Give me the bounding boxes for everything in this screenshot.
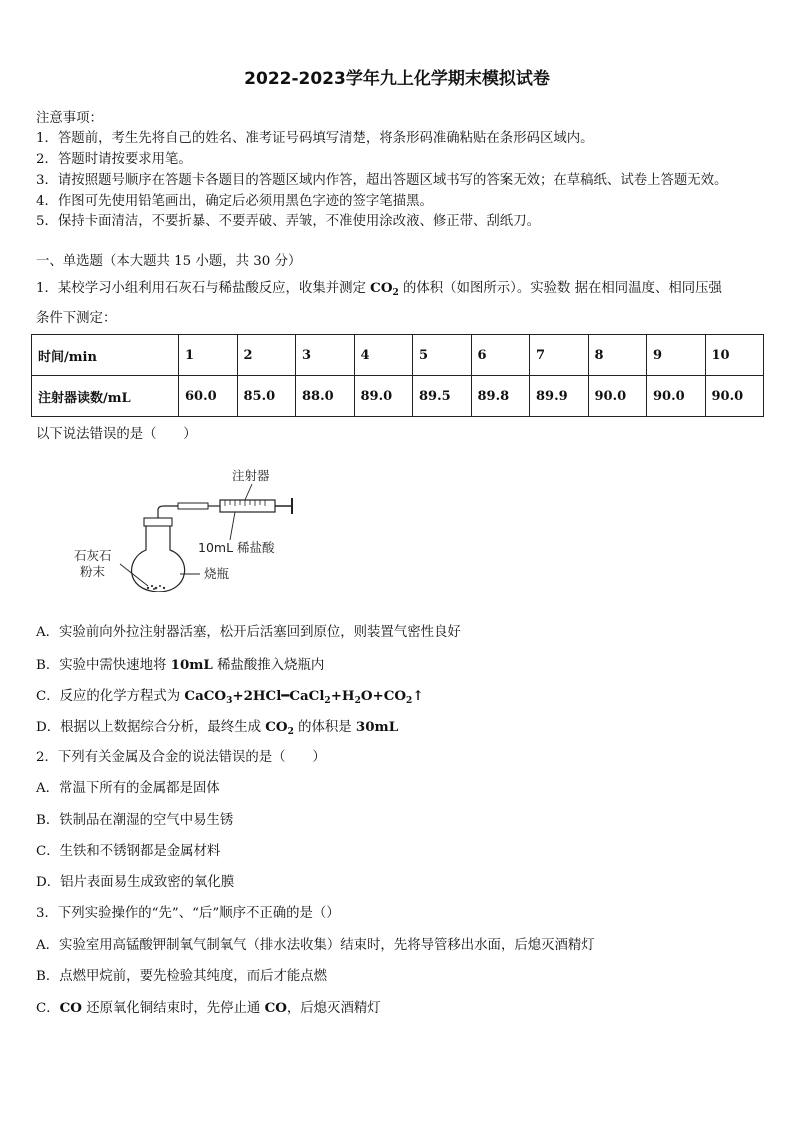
apparatus-figure xyxy=(60,462,320,592)
table-cell: 3 xyxy=(296,335,355,376)
q3-option-a: A．实验室用高锰酸钾制氧气制氧气（排水法收集）结束时，先将导管移出水面，后熄灭酒精灯 xyxy=(36,938,595,953)
q1-option-b: B．实验中需快速地将 10mL 稀盐酸推入烧瓶内 xyxy=(36,657,325,673)
limestone-leader xyxy=(120,564,148,586)
flask-stopper xyxy=(144,518,172,526)
q1-option-c: C．反应的化学方程式为 $CaCO_3+2HCl━CaCl_2+H_2O+CO_2↑$ xyxy=(36,688,424,706)
acid-leader xyxy=(230,512,235,540)
table-cell: 10 xyxy=(705,335,764,376)
table-cell: 6 xyxy=(471,335,530,376)
q1-stem-line2: 条件下测定： xyxy=(36,311,117,326)
notice-item: 4．作图可先使用铅笔画出，确定后必须用黑色字迹的签字笔描黑。 xyxy=(36,194,433,209)
notice-item: 5．保持卡面清洁，不要折暴、不要弄破、弄皱，不准使用涂改液、修正带、刮纸刀。 xyxy=(36,214,540,229)
table-cell: 88.0 xyxy=(296,376,355,417)
q1-question: 以下说法错误的是（ ） xyxy=(36,427,197,442)
syringe-leader xyxy=(245,484,252,500)
q1-option-a: A．实验前向外拉注射器活塞，松开后活塞回到原位，则装置气密性良好 xyxy=(36,625,461,640)
section-heading: 一、单选题（本大题共 15 小题，共 30 分） xyxy=(36,254,302,269)
notice-heading: 注意事项： xyxy=(36,111,103,126)
q2-option-d: D．铝片表面易生成致密的氧化膜 xyxy=(36,875,235,890)
q3-option-b: B．点燃甲烷前，要先检验其纯度，而后才能点燃 xyxy=(36,969,328,984)
table-cell: 5 xyxy=(413,335,472,376)
table-row xyxy=(32,335,764,376)
table-cell: 60.0 xyxy=(179,376,238,417)
q2-option-a: A．常温下所有的金属都是固体 xyxy=(36,781,220,796)
flask-outline xyxy=(132,524,185,592)
limestone-label: 石灰石 xyxy=(74,548,112,563)
delivery-tube xyxy=(158,506,180,518)
table-row xyxy=(32,376,764,417)
table-cell: 89.8 xyxy=(471,376,530,417)
limestone-powder xyxy=(147,585,165,590)
table-cell: 90.0 xyxy=(647,376,706,417)
acid-label: 10mL 稀盐酸 xyxy=(198,540,275,555)
limestone-label-2: 粉末 xyxy=(80,564,106,579)
notice-item: 3．请按照题号顺序在答题卡各题目的答题区域内作答，超出答题区域书写的答案无效；在草稿纸、试卷上答题无效。 xyxy=(36,173,728,188)
notice-item: 1．答题前，考生先将自己的姓名、准考证号码填写清楚，将条形码准确粘贴在条形码区域内。 xyxy=(36,131,594,146)
table-cell: 90.0 xyxy=(705,376,764,417)
table-cell: 8 xyxy=(588,335,647,376)
notice-item: 2．答题时请按要求用笔。 xyxy=(36,152,192,167)
q2-option-b: B．铁制品在潮湿的空气中易生锈 xyxy=(36,813,234,828)
table-row-header: 注射器读数/mL xyxy=(32,376,179,417)
q2-option-c: C．生铁和不锈钢都是金属材料 xyxy=(36,844,221,859)
table-cell: 7 xyxy=(530,335,589,376)
table-cell: 90.0 xyxy=(588,376,647,417)
q1-data-table xyxy=(31,334,764,417)
table-cell: 2 xyxy=(237,335,296,376)
table-cell: 9 xyxy=(647,335,706,376)
table-cell: 89.5 xyxy=(413,376,472,417)
rubber-tube xyxy=(178,503,208,509)
q1-stem: 1．某校学习小组利用石灰石与稀盐酸反应，收集并测定 $CO_2$ 的体积（如图所示）。实验数 据在相同温度、相同压强 xyxy=(36,280,722,298)
page-title: 2022-2023学年九上化学期末模拟试卷 xyxy=(244,69,550,89)
table-cell: 89.9 xyxy=(530,376,589,417)
table-cell: 85.0 xyxy=(237,376,296,417)
q3-stem: 3．下列实验操作的“先”、“后”顺序不正确的是（） xyxy=(36,906,340,921)
table-row-header: 时间/min xyxy=(32,335,179,376)
syringe-label: 注射器 xyxy=(232,468,270,483)
syringe-barrel xyxy=(220,500,275,512)
q1-option-d: D．根据以上数据综合分析，最终生成 $CO_2$ 的体积是 30mL xyxy=(36,719,399,737)
flask-label: 烧瓶 xyxy=(204,566,230,581)
q2-stem: 2．下列有关金属及合金的说法错误的是（ ） xyxy=(36,750,326,765)
table-cell: 89.0 xyxy=(354,376,413,417)
table-cell: 1 xyxy=(179,335,238,376)
table-cell: 4 xyxy=(354,335,413,376)
q3-option-c: C．CO 还原氧化铜结束时，先停止通 CO，后熄灭酒精灯 xyxy=(36,1000,381,1016)
